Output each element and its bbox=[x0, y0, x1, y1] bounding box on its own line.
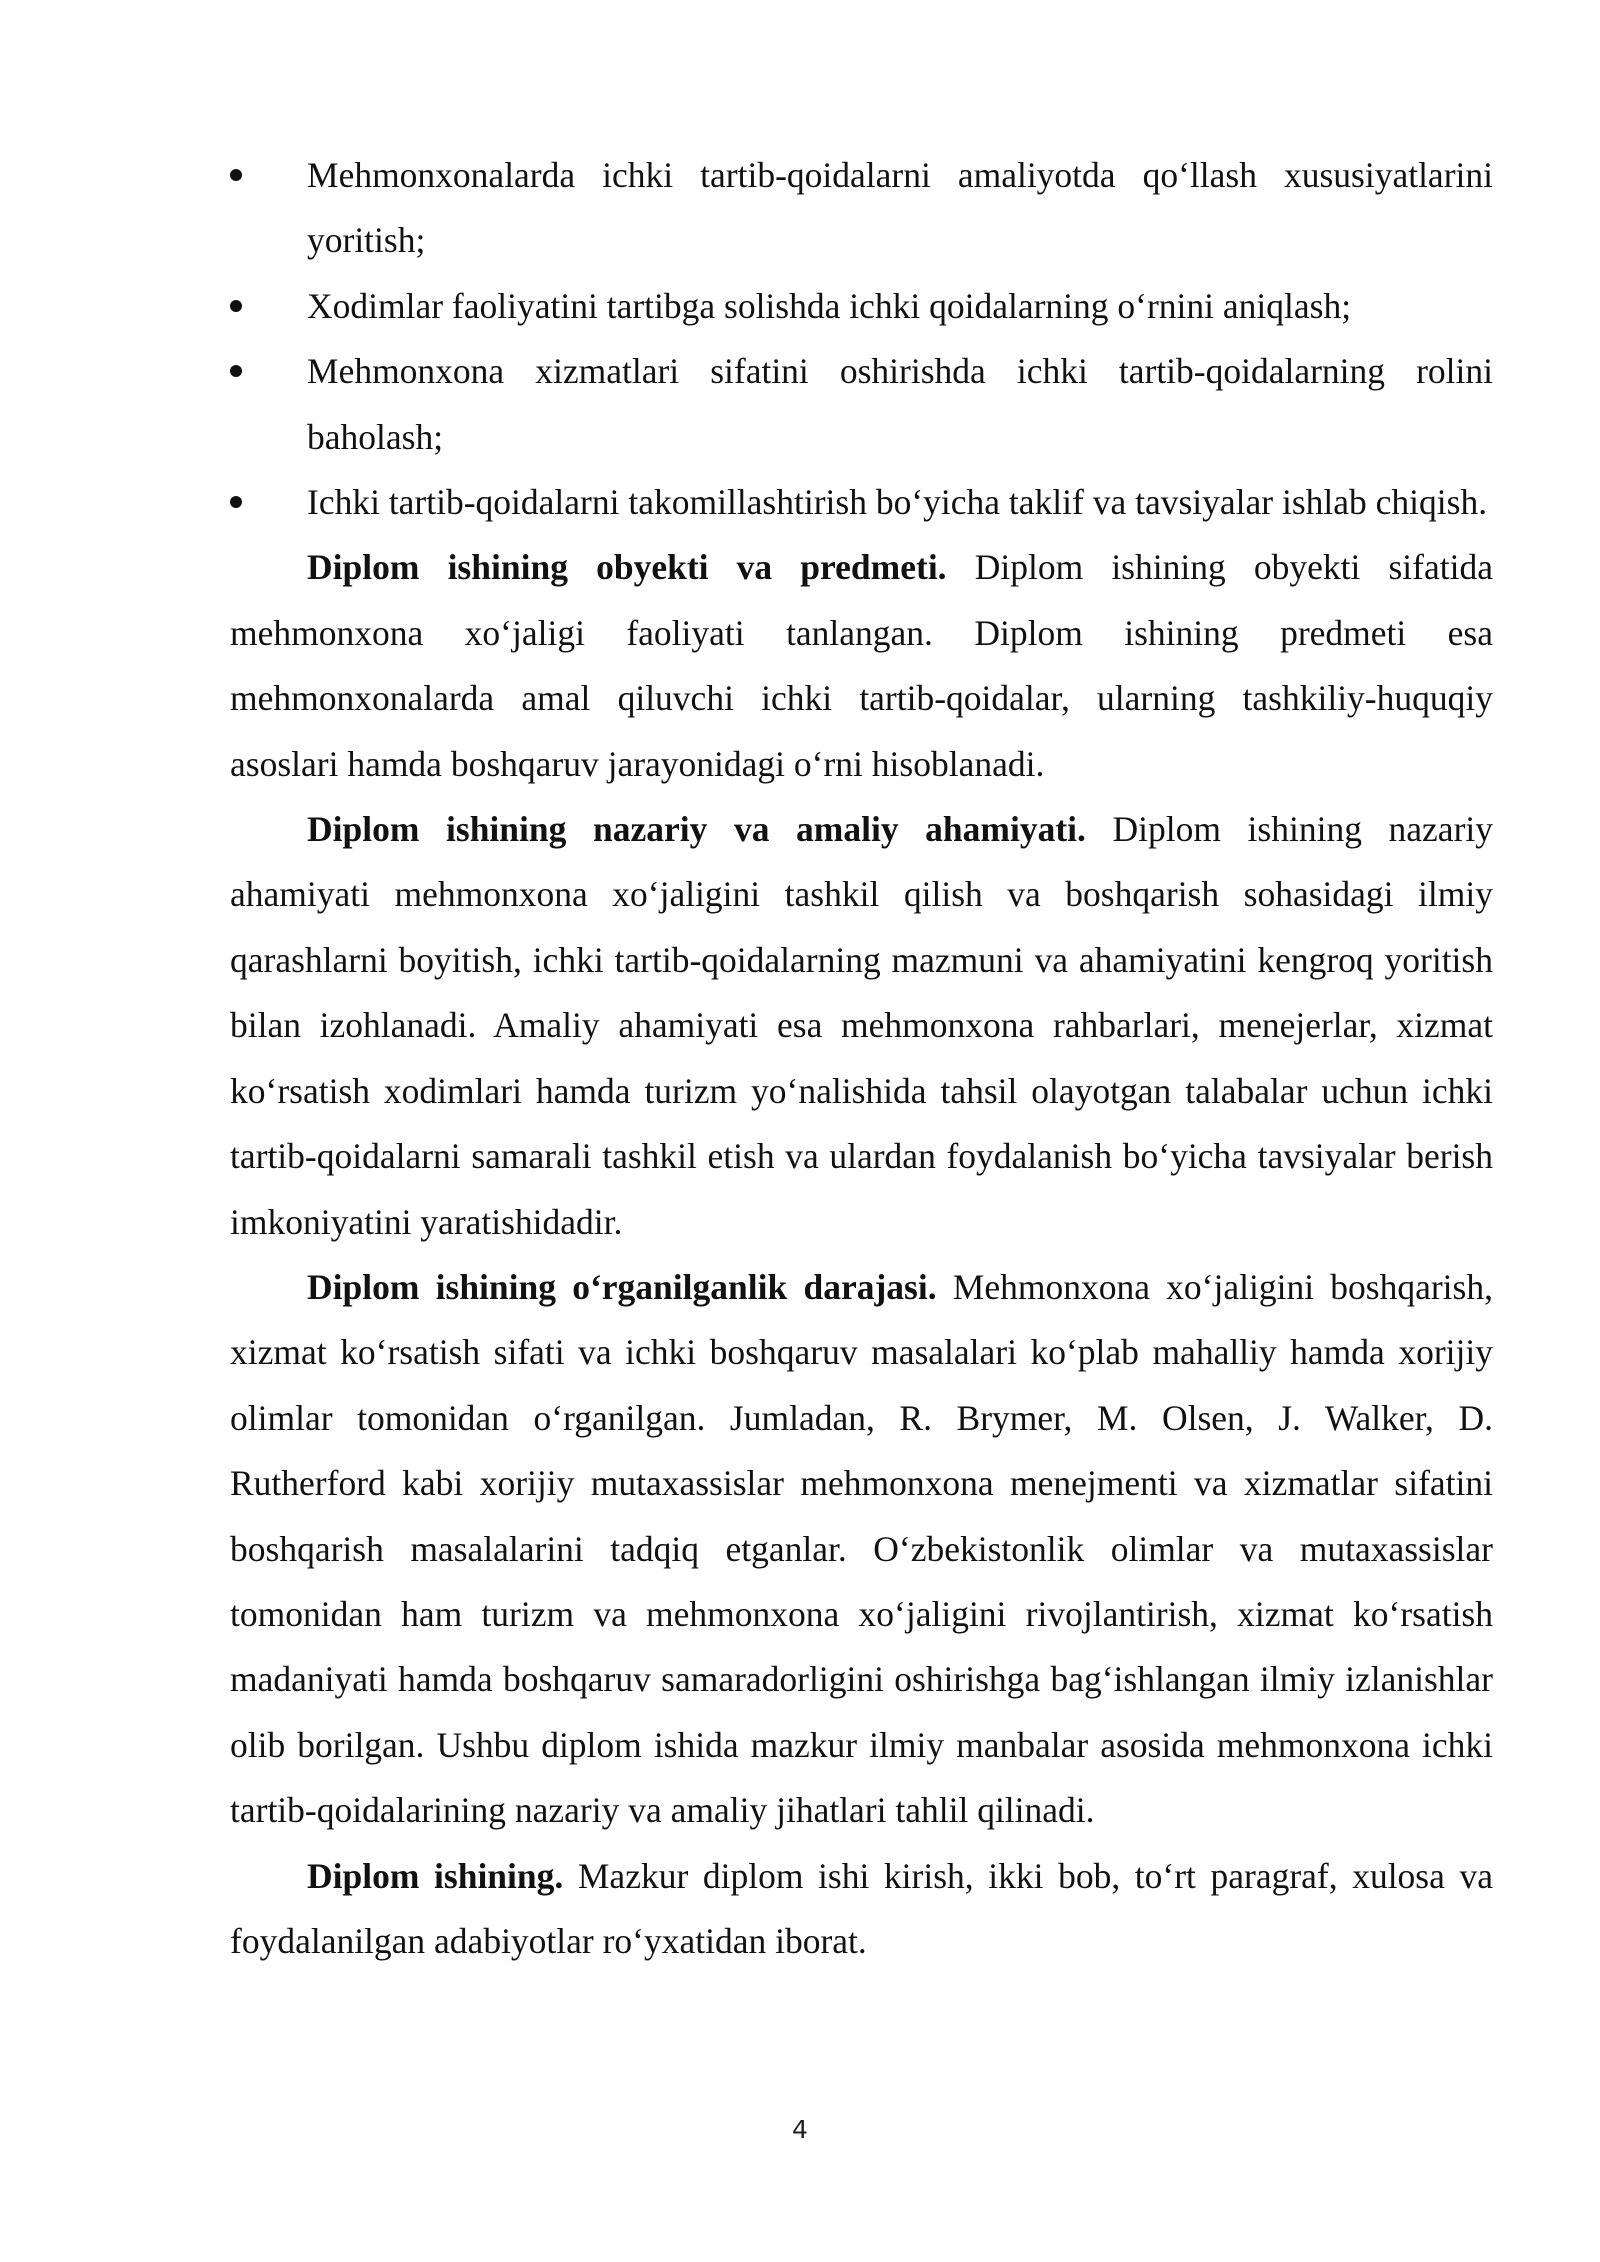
bullet-icon bbox=[230, 169, 242, 181]
section-text: Diplom ishining obyekti sifatida mehmonxona xo‘jaligi faoliyati tanlangan. Diplom ishining predmeti esa mehmonxonalarda amal qiluvchi ichki tartib-qoidalar, ularning tashkiliy-huquqiy asoslari hamda boshqaruv jarayonidagi o‘rni hisoblanadi. bbox=[230, 547, 1493, 784]
bullet-icon bbox=[230, 496, 242, 508]
section-text: Diplom ishining nazariy ahamiyati mehmonxona xo‘jaligini tashkil qilish va boshqarish sohasidagi ilmiy qarashlarni boyitish, ichki tartib-qoidalarning mazmuni va ahamiyatini kengroq yoritish bilan izohlanadi. Amaliy ahamiyati esa mehmonxona rahbarlari, menejerlar, xizmat ko‘rsatish xodimlari hamda turizm yo‘nalishida tahsil olayotgan talabalar uchun ichki tartib-qoidalarni samarali tashkil etish va ulardan foydalanish bo‘yicha tavsiyalar berish imkoniyatini yaratishidadir. bbox=[230, 809, 1493, 1242]
section-text: Mehmonxona xo‘jaligini boshqarish, xizmat ko‘rsatish sifati va ichki boshqaruv masalalari ko‘plab mahalliy hamda xorijiy olimlar tomonidan o‘rganilgan. Jumladan, R. Brymer, M. Olsen, J. Walker, D. Rutherford kabi xorijiy mutaxassislar mehmonxona menejmenti va xizmatlar sifatini boshqarish masalalarini tadqiq etganlar. O‘zbekistonlik olimlar va mutaxassislar tomonidan ham turizm va mehmonxona xo‘jaligini rivojlantirish, xizmat ko‘rsatish madaniyati hamda boshqaruv samaradorligini oshirishga bag‘ishlangan ilmiy izlanishlar olib borilgan. Ushbu diplom ishida mazkur ilmiy manbalar asosida mehmonxona ichki tartib-qoidalarining nazariy va amaliy jihatlari tahlil qilinadi. bbox=[230, 1266, 1493, 1831]
list-item bbox=[230, 339, 1493, 470]
page-number: 4 bbox=[792, 2115, 808, 2144]
list-item-text: Ichki tartib-qoidalarni takomillashtirish bo‘yicha taklif va tavsiyalar ishlab chiqish. bbox=[307, 482, 1488, 523]
list-item bbox=[230, 143, 1493, 274]
document-page bbox=[230, 143, 1493, 1974]
bullet-icon bbox=[230, 300, 242, 312]
section-heading: Diplom ishining. bbox=[307, 1855, 564, 1896]
section-structure bbox=[230, 1844, 1493, 1975]
list-item bbox=[230, 274, 1493, 339]
objectives-list bbox=[230, 143, 1493, 535]
section-study-degree bbox=[230, 1255, 1493, 1844]
list-item-text: Mehmonxonalarda ichki tartib-qoidalarni amaliyotda qo‘llash xususiyatlarini yoritish; bbox=[307, 155, 1493, 261]
section-heading: Diplom ishining obyekti va predmeti. bbox=[307, 547, 947, 588]
bullet-icon bbox=[230, 365, 242, 377]
section-heading: Diplom ishining nazariy va amaliy ahamiyati. bbox=[307, 809, 1086, 850]
section-object-subject bbox=[230, 535, 1493, 797]
list-item-text: Mehmonxona xizmatlari sifatini oshirishda ichki tartib-qoidalarning rolini baholash; bbox=[307, 351, 1493, 457]
section-text: Mazkur diplom ishi kirish, ikki bob, to‘rt paragraf, xulosa va foydalanilgan adabiyotlar ro‘yxatidan iborat. bbox=[230, 1855, 1493, 1961]
list-item bbox=[230, 470, 1493, 535]
section-significance bbox=[230, 797, 1493, 1255]
section-heading: Diplom ishining o‘rganilganlik darajasi. bbox=[307, 1266, 937, 1307]
list-item-text: Xodimlar faoliyatini tartibga solishda ichki qoidalarning o‘rnini aniqlash; bbox=[307, 285, 1352, 326]
